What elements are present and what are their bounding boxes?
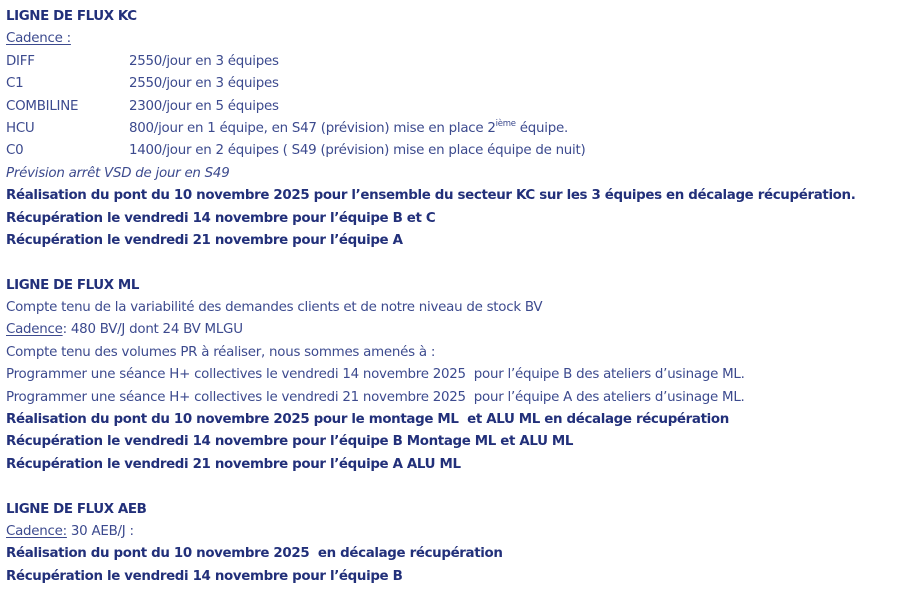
forecast-note: Prévision arrêt VSD de jour en S49 bbox=[6, 165, 230, 181]
cadence-row-label: COMBILINE bbox=[6, 98, 79, 114]
bold-line: Récupération le vendredi 21 novembre pour l’équipe A bbox=[6, 232, 403, 248]
value-text: 800/jour en 1 équipe, en S47 (prévision) mise en place 2 bbox=[129, 120, 496, 136]
cadence-row-label: HCU bbox=[6, 120, 35, 136]
bold-line: Réalisation du pont du 10 novembre 2025 en décalage récupération bbox=[6, 546, 503, 562]
cadence-row-value: 2300/jour en 5 équipes bbox=[129, 98, 279, 114]
cadence-row-c0 bbox=[6, 140, 910, 162]
intro-text: Compte tenu de la variabilité des demandes clients et de notre niveau de stock BV bbox=[6, 300, 543, 316]
text-line: Programmer une séance H+ collectives le vendredi 21 novembre 2025 pour l’équipe A des ateliers d’usinage ML. bbox=[6, 389, 745, 405]
section-ligne-flux-kc bbox=[6, 6, 910, 252]
section-title: LIGNE DE FLUX KC bbox=[6, 9, 137, 24]
bold-line: Récupération le vendredi 14 novembre pour l’équipe B Montage ML et ALU ML bbox=[6, 434, 574, 450]
cadence-value: : 480 BV/J dont 24 BV MLGU bbox=[62, 322, 243, 338]
cadence-label: Cadence: bbox=[6, 523, 67, 539]
text-line: Compte tenu des volumes PR à réaliser, nous sommes amenés à : bbox=[6, 344, 436, 360]
bold-line: Réalisation du pont du 10 novembre 2025 pour le montage ML et ALU ML en décalage récupération bbox=[6, 412, 729, 428]
cadence-line bbox=[6, 319, 910, 341]
cadence-row-label: C1 bbox=[6, 76, 24, 92]
cadence-row-diff bbox=[6, 51, 910, 73]
spacer bbox=[6, 476, 910, 498]
cadence-row-value: 2550/jour en 3 équipes bbox=[129, 53, 279, 69]
section-ligne-flux-ml bbox=[6, 275, 910, 477]
cadence-row-combiline bbox=[6, 96, 910, 118]
section-ligne-flux-aeb bbox=[6, 499, 910, 589]
cadence-row-value: 2550/jour en 3 équipes bbox=[129, 76, 279, 92]
value-text: équipe. bbox=[515, 120, 568, 136]
cadence-row-label: C0 bbox=[6, 143, 24, 159]
bold-line: Récupération le vendredi 14 novembre pour l’équipe B bbox=[6, 568, 403, 584]
cadence-value: 30 AEB/J : bbox=[66, 523, 134, 539]
cadence-row-value: 1400/jour en 2 équipes ( S49 (prévision) mise en place équipe de nuit) bbox=[129, 143, 586, 159]
cadence-row-c1 bbox=[6, 73, 910, 95]
cadence-row-hcu bbox=[6, 118, 910, 140]
bold-line: Récupération le vendredi 21 novembre pour l’équipe A ALU ML bbox=[6, 456, 461, 472]
bold-line: Récupération le vendredi 14 novembre pour l’équipe B et C bbox=[6, 210, 436, 226]
section-title: LIGNE DE FLUX ML bbox=[6, 277, 139, 293]
cadence-line bbox=[6, 521, 910, 543]
cadence-label: Cadence bbox=[6, 322, 63, 338]
text-line: Programmer une séance H+ collectives le vendredi 14 novembre 2025 pour l’équipe B des ateliers d’usinage ML. bbox=[6, 367, 745, 383]
superscript: ième bbox=[495, 118, 516, 129]
cadence-row-label: DIFF bbox=[6, 53, 35, 69]
bold-line: Réalisation du pont du 10 novembre 2025 pour l’ensemble du secteur KC sur les 3 équipes en décalage récupération. bbox=[6, 188, 856, 204]
cadence-label: Cadence : bbox=[6, 31, 71, 47]
spacer bbox=[6, 252, 910, 274]
section-title: LIGNE DE FLUX AEB bbox=[6, 501, 147, 517]
cadence-row-value bbox=[129, 118, 568, 140]
